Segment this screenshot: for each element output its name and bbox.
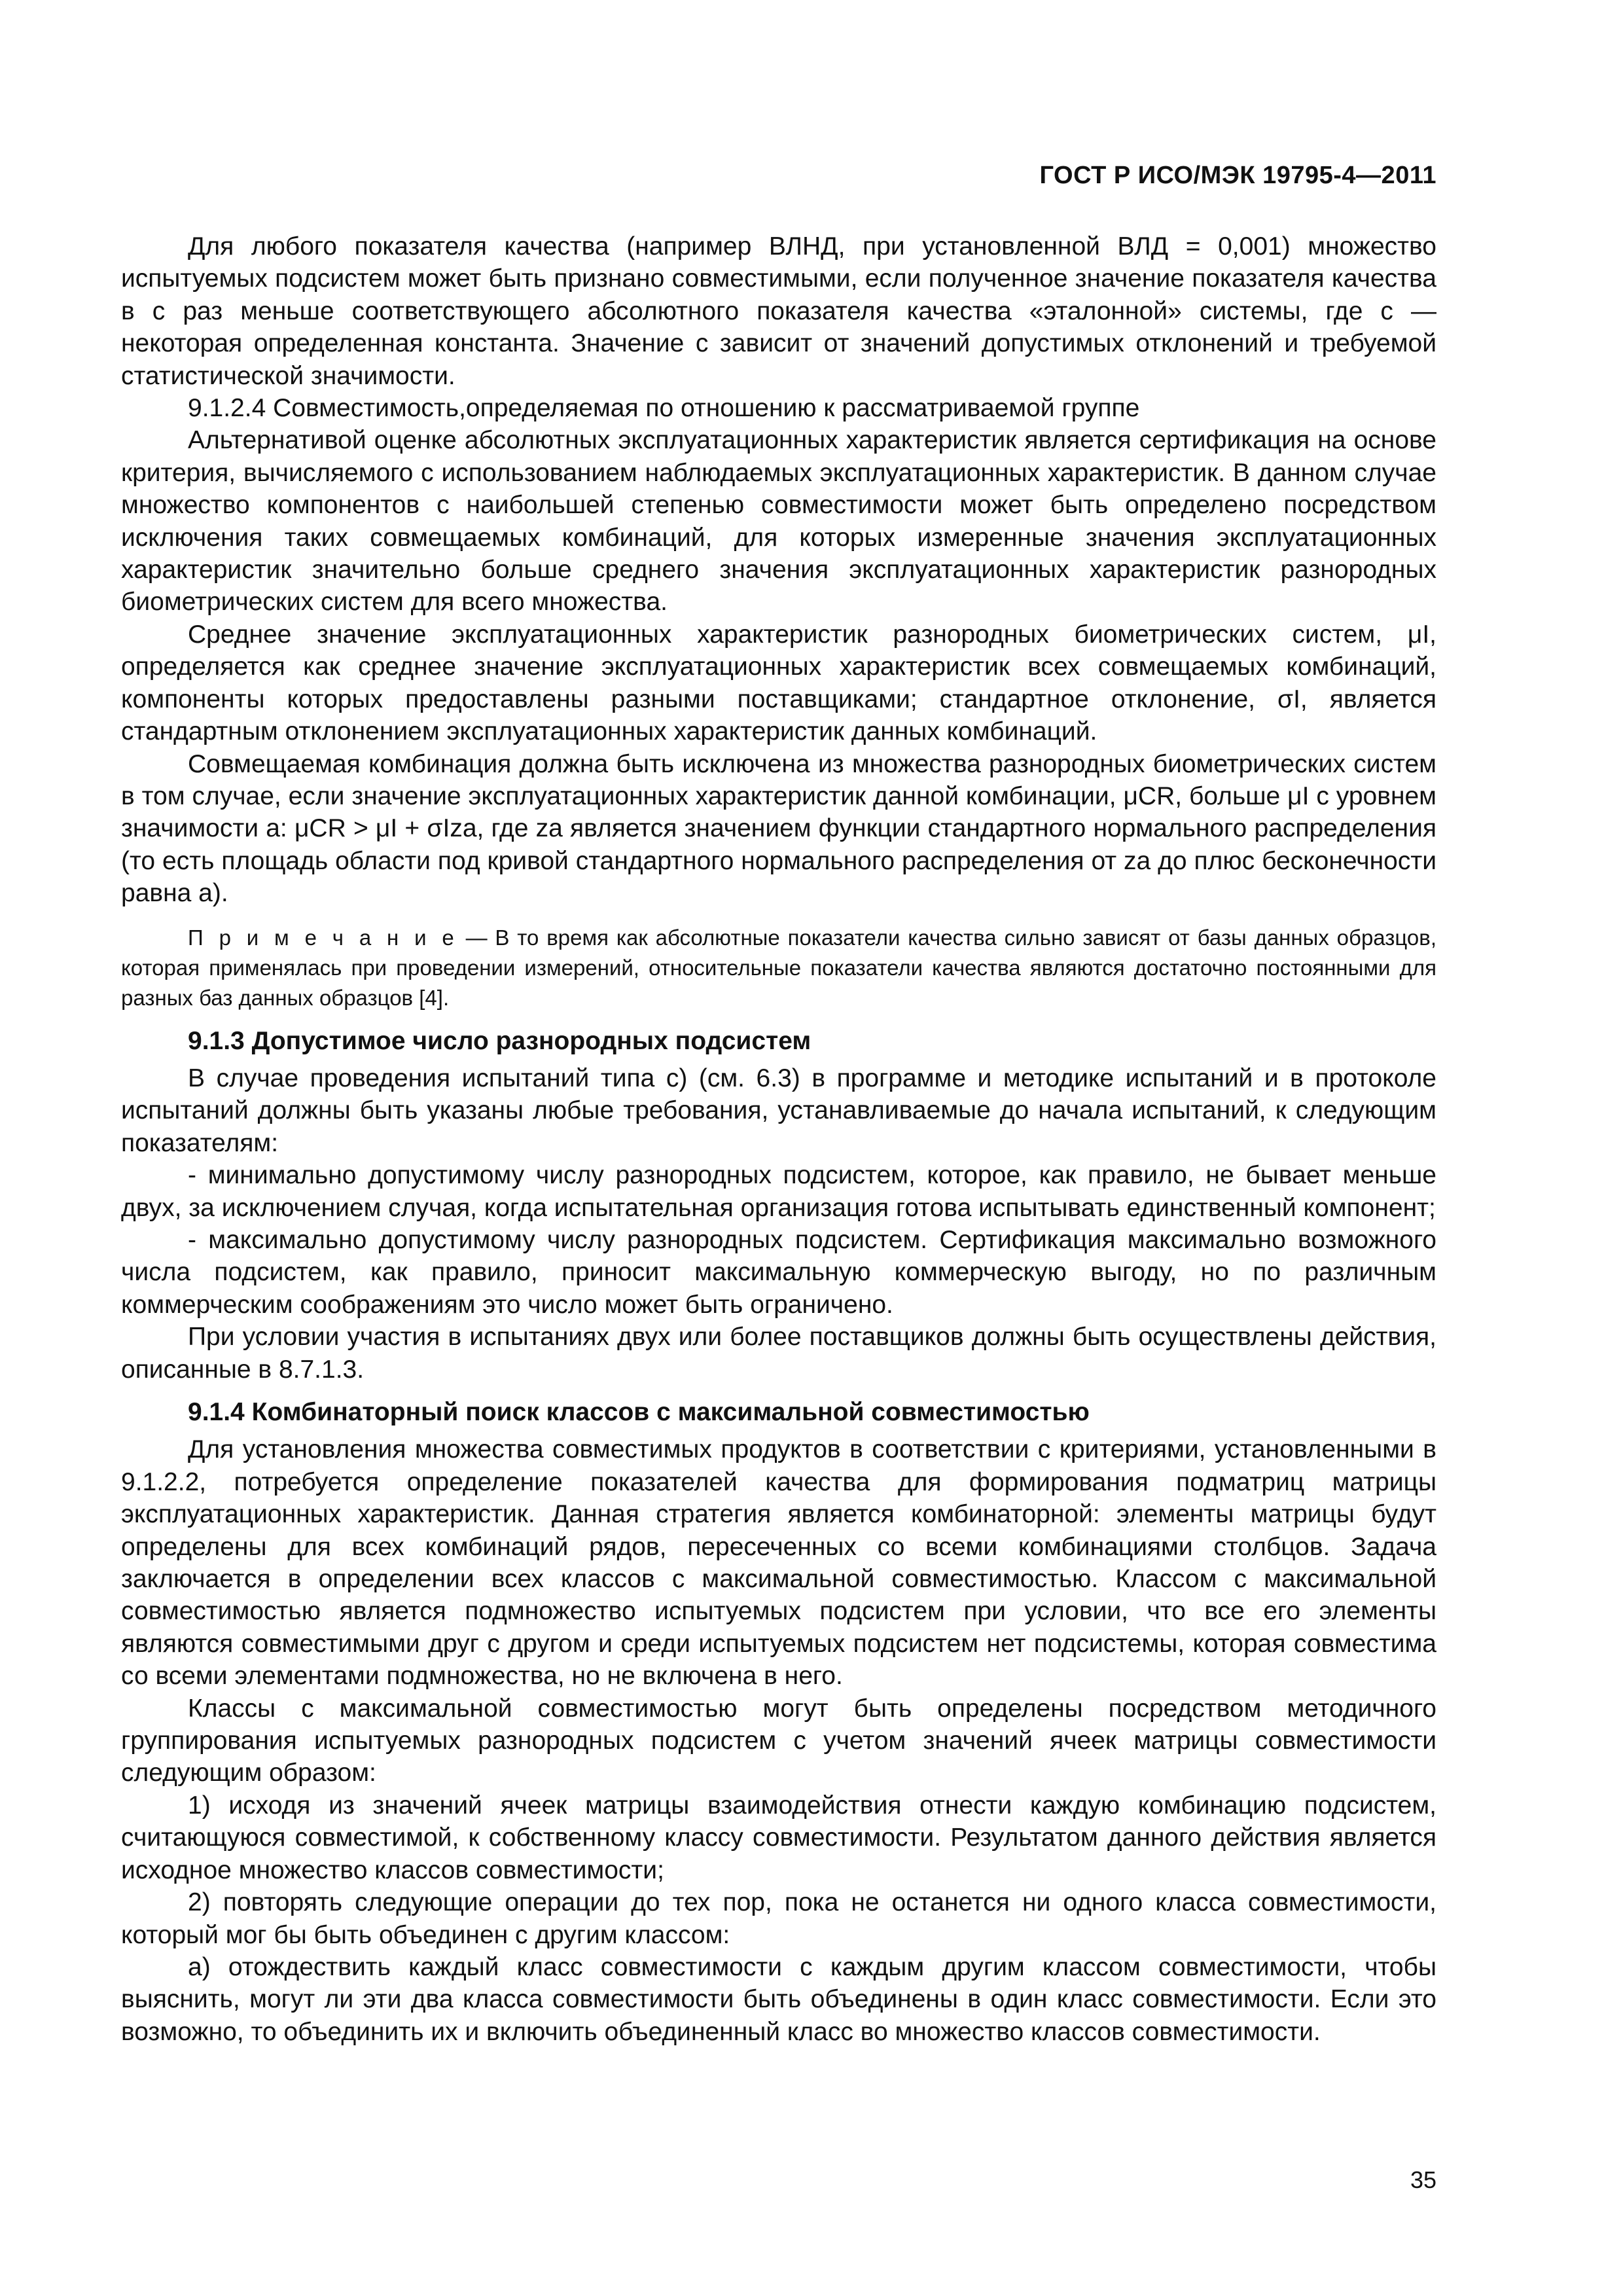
- standard-designation: ГОСТ Р ИСО/МЭК 19795-4—2011: [1039, 162, 1436, 189]
- body-text: [121, 230, 1436, 2048]
- paragraph: При условии участия в испытаниях двух или более поставщиков должны быть осуществлены действия, описанные в 8.7.1.3.: [121, 1323, 1436, 1384]
- list-item: - минимально допустимому числу разнородных подсистем, которое, как правило, не бывает меньше двух, за исключением случая, когда испытательная организация готова испытывать единственный компонент;: [121, 1161, 1436, 1222]
- note-text: — В то время как абсолютные показатели качества сильно зависят от базы данных образцов, которая применялась при проведении измерений, относительные показатели качества являются достаточно постоянными для разных баз данных образцов [4].: [121, 925, 1436, 1010]
- paragraph: Альтернативой оценке абсолютных эксплуатационных характеристик является сертификация на основе критерия, вычисляемого с использованием наблюдаемых эксплуатационных характеристик. В данном случае множество компонентов с наибольшей степенью совместимости может быть определено посредством исключения таких совмещаемых комбинаций, для которых измеренные значения эксплуатационных характеристик значительно больше среднего значения эксплуатационных характеристик разнородных биометрических систем для всего множества.: [121, 426, 1436, 617]
- section-heading: 9.1.4 Комбинаторный поиск классов с максимальной совместимостью: [188, 1398, 1090, 1426]
- list-item: a) отождествить каждый класс совместимости с каждым другим классом совместимости, чтобы выяснить, могут ли эти два класса совместимости быть объединены в один класс совместимости. Если это возможно, то объединить их и включить объединенный класс во множество классов совместимости.: [121, 1952, 1436, 2046]
- page-number: 35: [1410, 2166, 1436, 2193]
- list-item: - максимально допустимому числу разнородных подсистем. Сертификация максимально возможного числа подсистем, как правило, приносит максимальную коммерческую выгоду, но по различным коммерческим соображениям это число может быть ограничено.: [121, 1225, 1436, 1319]
- paragraph: Для любого показателя качества (например ВЛНД, при установленной ВЛД = 0,001) множество испытуемых подсистем может быть признано совместимыми, если полученное значение показателя качества в c раз меньше соответствующего абсолютного показателя качества «эталонной» системы, где c — некоторая определенная константа. Значение c зависит от значений допустимых отклонений и требуемой статистической значимости.: [121, 232, 1436, 390]
- section-heading: 9.1.3 Допустимое число разнородных подсистем: [188, 1026, 812, 1055]
- paragraph: Для установления множества совместимых продуктов в соответствии с критериями, установленными в 9.1.2.2, потребуется определение показателей качества для формирования подматриц матрицы эксплуатационных характеристик. Данная стратегия является комбинаторной: элементы матрицы будут определены для всех комбинаций рядов, пересеченных со всеми комбинациями столбцов. Задача заключается в определении всех классов с максимальной совместимостью. Классом с максимальной совместимостью является подмножество испытуемых подсистем при условии, что все его элементы являются совместимыми друг с другом и среди испытуемых подсистем нет подсистемы, которая совместима со всеми элементами подмножества, но не включена в него.: [121, 1435, 1436, 1691]
- paragraph: Среднее значение эксплуатационных характеристик разнородных биометрических систем, μI, определяется как среднее значение эксплуатационных характеристик всех совмещаемых комбинаций, компоненты которых предоставлены разными поставщиками; стандартное отклонение, σI, является стандартным отклонением эксплуатационных характеристик данных комбинаций.: [121, 620, 1436, 746]
- list-item: 2) повторять следующие операции до тех пор, пока не останется ни одного класса совместимости, который мог бы быть объединен с другим классом:: [121, 1888, 1436, 1949]
- list-item: 1) исходя из значений ячеек матрицы взаимодействия отнести каждую комбинацию подсистем, считающуюся совместимой, к собственному классу совместимости. Результатом данного действия является исходное множество классов совместимости;: [121, 1791, 1436, 1884]
- paragraph: В случае проведения испытаний типа с) (см. 6.3) в программе и методике испытаний и в протоколе испытаний должны быть указаны любые требования, устанавливаемые до начала испытаний, к следующим показателям:: [121, 1064, 1436, 1157]
- note-label: П р и м е ч а н и е: [188, 925, 458, 950]
- paragraph: Классы с максимальной совместимостью могут быть определены посредством методичного группирования испытуемых разнородных подсистем с учетом значений ячеек матрицы совместимости следующим образом:: [121, 1694, 1436, 1787]
- document-page: [121, 0, 1436, 2296]
- paragraph: 9.1.2.4 Совместимость,определяемая по отношению к рассматриваемой группе: [188, 394, 1140, 423]
- note-paragraph: [121, 923, 1436, 1013]
- paragraph: Совмещаемая комбинация должна быть исключена из множества разнородных биометрических систем в том случае, если значение эксплуатационных характеристик данной комбинации, μCR, больше μI с уровнем значимости a: μCR > μI + σIza, где za является значением функции стандартного нормального распределения (то есть площадь области под кривой стандартного нормального распределения от za до плюс бесконечности равна a).: [121, 749, 1436, 908]
